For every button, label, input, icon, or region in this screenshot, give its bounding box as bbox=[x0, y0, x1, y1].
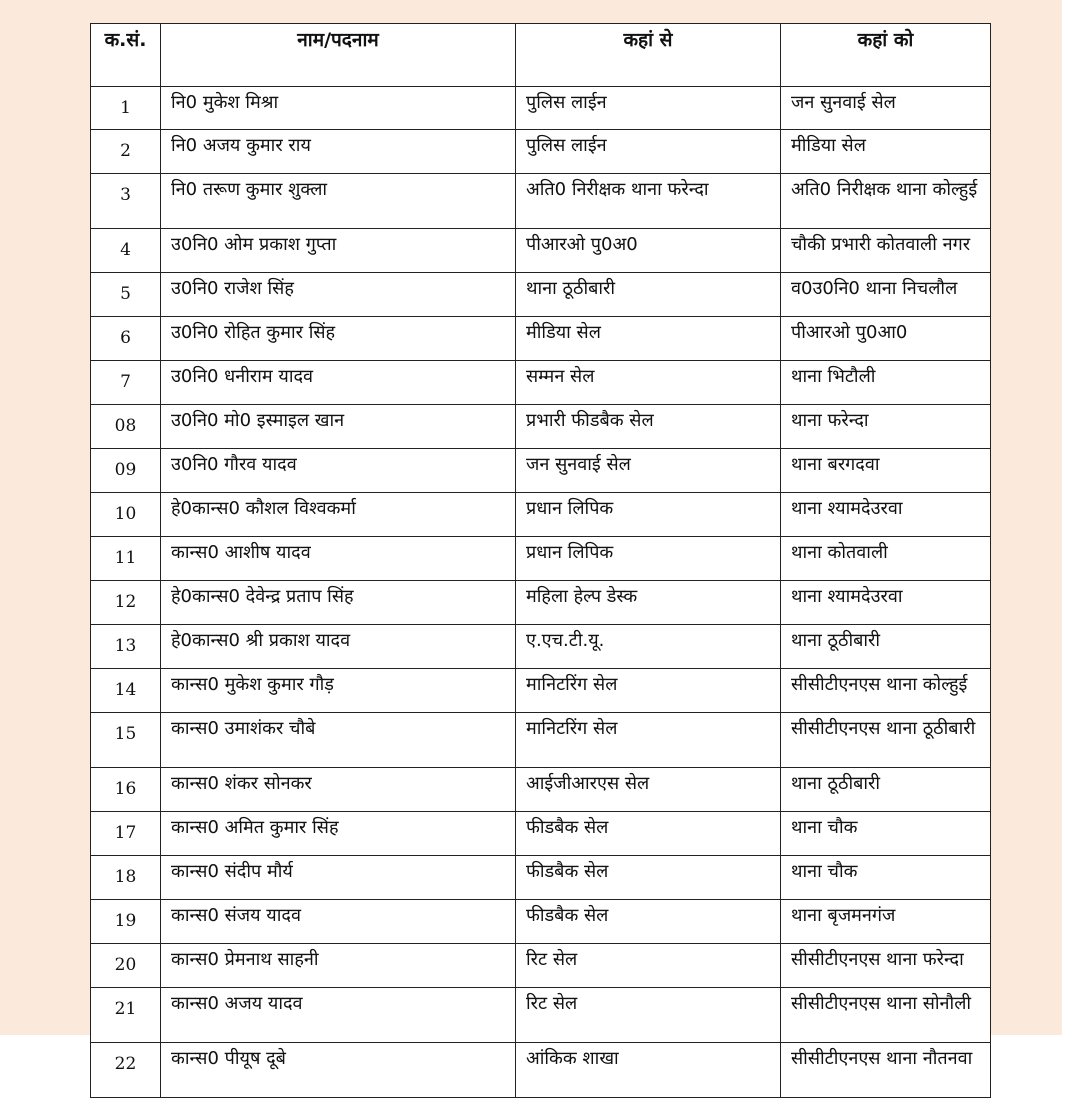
serial-cell: 15 bbox=[91, 713, 161, 768]
table-row bbox=[91, 988, 991, 1043]
table-row bbox=[91, 900, 991, 944]
from-cell: रिट सेल bbox=[516, 944, 781, 988]
header-name: नाम/पदनाम bbox=[161, 24, 516, 87]
table-row bbox=[91, 273, 991, 317]
from-cell: थाना ठूठीबारी bbox=[516, 273, 781, 317]
serial-cell: 22 bbox=[91, 1043, 161, 1098]
to-cell: थाना श्यामदेउरवा bbox=[781, 493, 991, 537]
table-row bbox=[91, 361, 991, 405]
from-cell: प्रभारी फीडबैक सेल bbox=[516, 405, 781, 449]
name-cell: नि0 तरूण कुमार शुक्ला bbox=[161, 174, 516, 229]
to-cell: थाना भिटौली bbox=[781, 361, 991, 405]
serial-cell: 5 bbox=[91, 273, 161, 317]
table-header-row bbox=[91, 24, 991, 87]
name-cell: कान्स0 अजय यादव bbox=[161, 988, 516, 1043]
to-cell: चौकी प्रभारी कोतवाली नगर bbox=[781, 229, 991, 273]
table-body bbox=[91, 87, 991, 1098]
transfer-table bbox=[90, 23, 991, 1098]
table-row bbox=[91, 768, 991, 812]
name-cell: हे0कान्स0 देवेन्द्र प्रताप सिंह bbox=[161, 581, 516, 625]
from-cell: सम्मन सेल bbox=[516, 361, 781, 405]
from-cell: पीआरओ पु0अ0 bbox=[516, 229, 781, 273]
from-cell: महिला हेल्प डेस्क bbox=[516, 581, 781, 625]
from-cell: प्रधान लिपिक bbox=[516, 537, 781, 581]
table-row bbox=[91, 493, 991, 537]
name-cell: उ0नि0 राजेश सिंह bbox=[161, 273, 516, 317]
table-row bbox=[91, 405, 991, 449]
name-cell: उ0नि0 मो0 इस्माइल खान bbox=[161, 405, 516, 449]
name-cell: कान्स0 उमाशंकर चौबे bbox=[161, 713, 516, 768]
to-cell: सीसीटीएनएस थाना फरेन्दा bbox=[781, 944, 991, 988]
table-row bbox=[91, 130, 991, 174]
name-cell: कान्स0 प्रेमनाथ साहनी bbox=[161, 944, 516, 988]
to-cell: थाना फरेन्दा bbox=[781, 405, 991, 449]
to-cell: जन सुनवाई सेल bbox=[781, 87, 991, 130]
serial-cell: 12 bbox=[91, 581, 161, 625]
table-row bbox=[91, 856, 991, 900]
to-cell: थाना चौक bbox=[781, 812, 991, 856]
serial-cell: 4 bbox=[91, 229, 161, 273]
from-cell: फीडबैक सेल bbox=[516, 856, 781, 900]
table-row bbox=[91, 625, 991, 669]
serial-cell: 6 bbox=[91, 317, 161, 361]
from-cell: मीडिया सेल bbox=[516, 317, 781, 361]
from-cell: रिट सेल bbox=[516, 988, 781, 1043]
to-cell: सीसीटीएनएस थाना सोनौली bbox=[781, 988, 991, 1043]
table-row bbox=[91, 812, 991, 856]
from-cell: मानिटरिंग सेल bbox=[516, 713, 781, 768]
to-cell: अति0 निरीक्षक थाना कोल्हुई bbox=[781, 174, 991, 229]
name-cell: कान्स0 आशीष यादव bbox=[161, 537, 516, 581]
table-row bbox=[91, 944, 991, 988]
table-row bbox=[91, 1043, 991, 1098]
to-cell: पीआरओ पु0आ0 bbox=[781, 317, 991, 361]
name-cell: नि0 अजय कुमार राय bbox=[161, 130, 516, 174]
name-cell: कान्स0 पीयूष दूबे bbox=[161, 1043, 516, 1098]
serial-cell: 10 bbox=[91, 493, 161, 537]
header-serial: क.सं. bbox=[91, 24, 161, 87]
name-cell: हे0कान्स0 श्री प्रकाश यादव bbox=[161, 625, 516, 669]
serial-cell: 09 bbox=[91, 449, 161, 493]
serial-cell: 3 bbox=[91, 174, 161, 229]
to-cell: सीसीटीएनएस थाना ठूठीबारी bbox=[781, 713, 991, 768]
name-cell: नि0 मुकेश मिश्रा bbox=[161, 87, 516, 130]
name-cell: कान्स0 अमित कुमार सिंह bbox=[161, 812, 516, 856]
to-cell: थाना ठूठीबारी bbox=[781, 625, 991, 669]
serial-cell: 20 bbox=[91, 944, 161, 988]
table-row bbox=[91, 713, 991, 768]
header-from: कहां से bbox=[516, 24, 781, 87]
serial-cell: 2 bbox=[91, 130, 161, 174]
serial-cell: 1 bbox=[91, 87, 161, 130]
to-cell: व0उ0नि0 थाना निचलौल bbox=[781, 273, 991, 317]
to-cell: थाना बृजमनगंज bbox=[781, 900, 991, 944]
table-row bbox=[91, 317, 991, 361]
name-cell: कान्स0 शंकर सोनकर bbox=[161, 768, 516, 812]
to-cell: थाना ठूठीबारी bbox=[781, 768, 991, 812]
to-cell: सीसीटीएनएस थाना नौतनवा bbox=[781, 1043, 991, 1098]
table-row bbox=[91, 669, 991, 713]
name-cell: उ0नि0 गौरव यादव bbox=[161, 449, 516, 493]
from-cell: जन सुनवाई सेल bbox=[516, 449, 781, 493]
to-cell: थाना कोतवाली bbox=[781, 537, 991, 581]
table-row bbox=[91, 174, 991, 229]
name-cell: हे0कान्स0 कौशल विश्वकर्मा bbox=[161, 493, 516, 537]
from-cell: ए.एच.टी.यू. bbox=[516, 625, 781, 669]
serial-cell: 19 bbox=[91, 900, 161, 944]
table-row bbox=[91, 537, 991, 581]
serial-cell: 08 bbox=[91, 405, 161, 449]
table-row bbox=[91, 581, 991, 625]
table-row bbox=[91, 229, 991, 273]
serial-cell: 18 bbox=[91, 856, 161, 900]
from-cell: पुलिस लाईन bbox=[516, 87, 781, 130]
name-cell: कान्स0 संजय यादव bbox=[161, 900, 516, 944]
from-cell: प्रधान लिपिक bbox=[516, 493, 781, 537]
from-cell: मानिटरिंग सेल bbox=[516, 669, 781, 713]
table-row bbox=[91, 449, 991, 493]
from-cell: आईजीआरएस सेल bbox=[516, 768, 781, 812]
serial-cell: 11 bbox=[91, 537, 161, 581]
name-cell: कान्स0 संदीप मौर्य bbox=[161, 856, 516, 900]
serial-cell: 13 bbox=[91, 625, 161, 669]
to-cell: सीसीटीएनएस थाना कोल्हुई bbox=[781, 669, 991, 713]
to-cell: थाना बरगदवा bbox=[781, 449, 991, 493]
name-cell: उ0नि0 रोहित कुमार सिंह bbox=[161, 317, 516, 361]
name-cell: कान्स0 मुकेश कुमार गौड़ bbox=[161, 669, 516, 713]
to-cell: मीडिया सेल bbox=[781, 130, 991, 174]
table-row bbox=[91, 87, 991, 130]
to-cell: थाना श्यामदेउरवा bbox=[781, 581, 991, 625]
serial-cell: 7 bbox=[91, 361, 161, 405]
serial-cell: 14 bbox=[91, 669, 161, 713]
name-cell: उ0नि0 ओम प्रकाश गुप्ता bbox=[161, 229, 516, 273]
serial-cell: 21 bbox=[91, 988, 161, 1043]
name-cell: उ0नि0 धनीराम यादव bbox=[161, 361, 516, 405]
from-cell: पुलिस लाईन bbox=[516, 130, 781, 174]
serial-cell: 16 bbox=[91, 768, 161, 812]
from-cell: आंकिक शाखा bbox=[516, 1043, 781, 1098]
serial-cell: 17 bbox=[91, 812, 161, 856]
from-cell: अति0 निरीक्षक थाना फरेन्दा bbox=[516, 174, 781, 229]
from-cell: फीडबैक सेल bbox=[516, 812, 781, 856]
from-cell: फीडबैक सेल bbox=[516, 900, 781, 944]
to-cell: थाना चौक bbox=[781, 856, 991, 900]
header-to: कहां को bbox=[781, 24, 991, 87]
